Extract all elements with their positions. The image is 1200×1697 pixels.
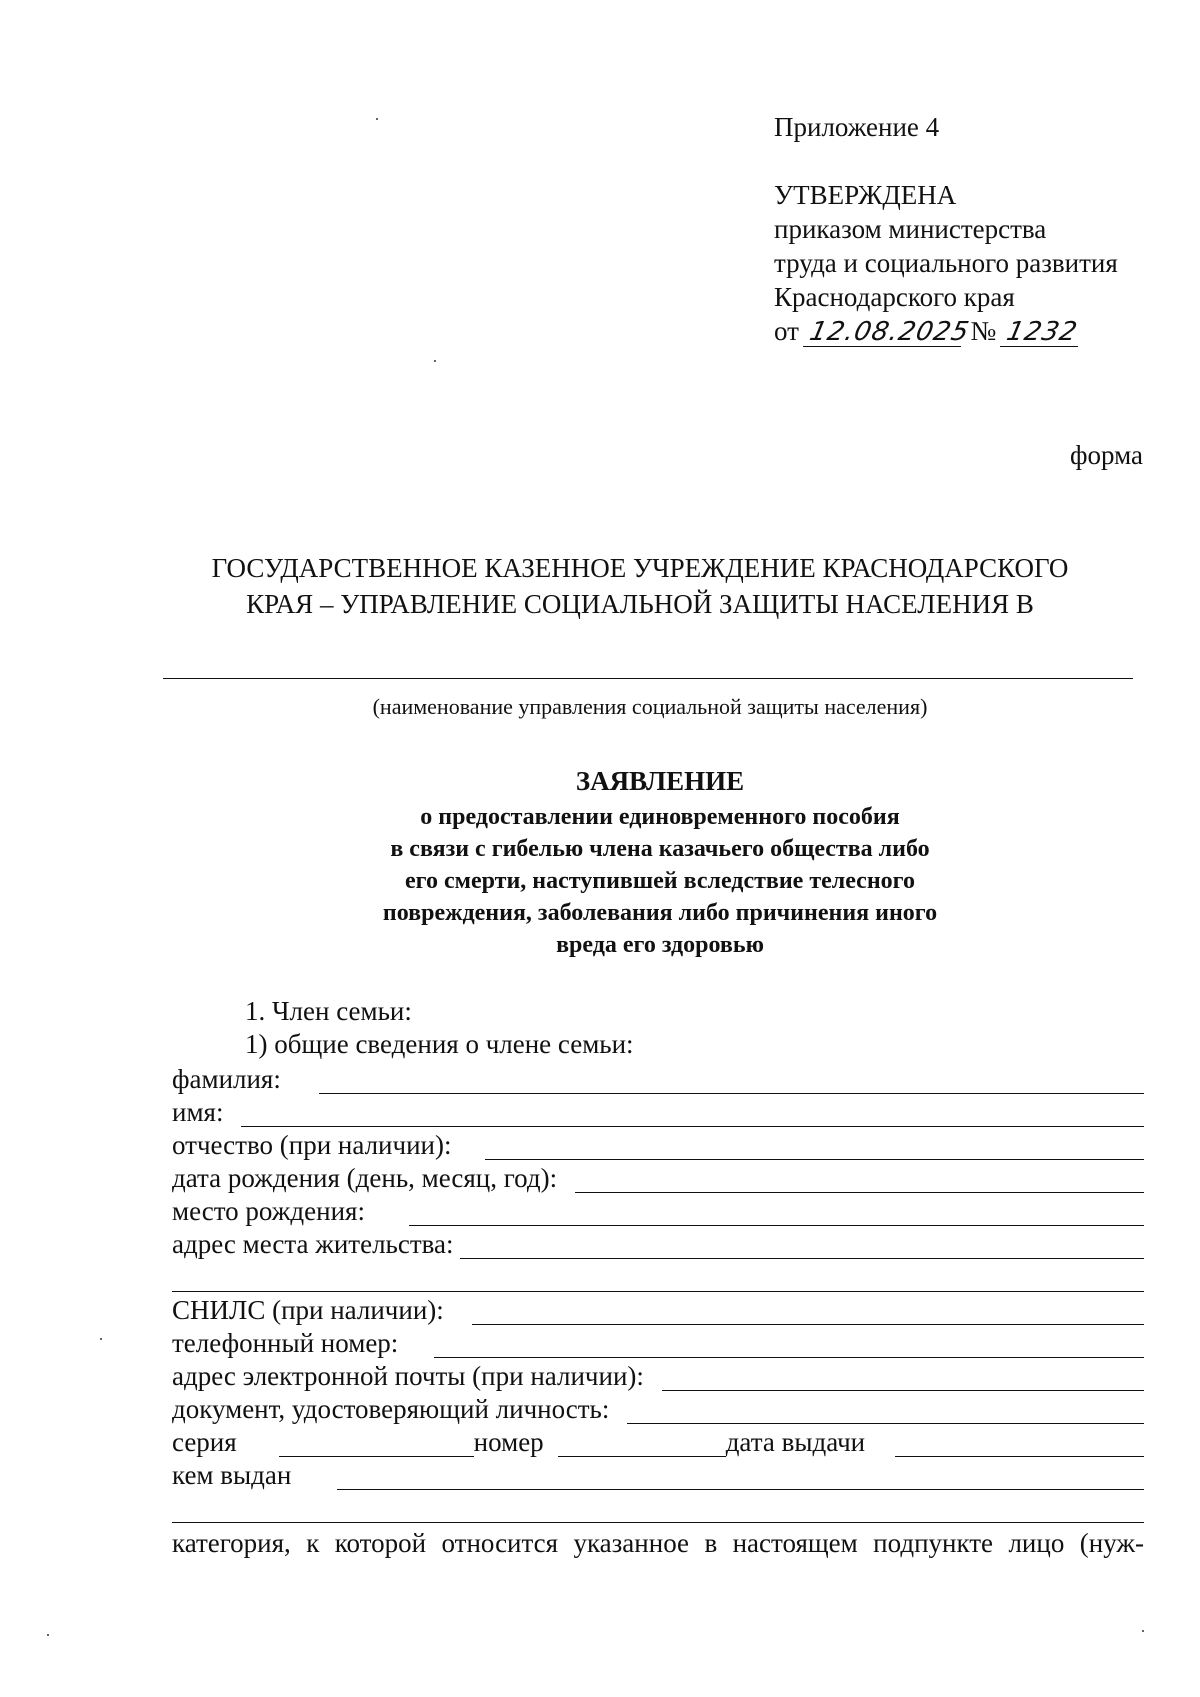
name-label: имя: <box>172 1097 224 1127</box>
document-title <box>260 765 1060 961</box>
date-prefix: от <box>774 316 799 346</box>
approved-label: УТВЕРЖДЕНА <box>774 180 957 210</box>
appendix-label: Приложение 4 <box>774 112 940 142</box>
address-label: адрес места жительства: <box>172 1229 454 1259</box>
category-word: лицо <box>1008 1528 1065 1558</box>
approval-block <box>774 110 1118 348</box>
series-field[interactable] <box>279 1432 474 1457</box>
birth-place-label: место рождения: <box>172 1196 365 1226</box>
section-heading: 1. Член семьи: <box>245 996 412 1026</box>
department-name-field[interactable] <box>163 678 1133 679</box>
issue-date-field[interactable] <box>895 1432 1144 1457</box>
order-date-number <box>774 314 1118 348</box>
scan-speck <box>434 360 436 362</box>
address-field-continued[interactable] <box>172 1259 1144 1292</box>
scan-speck <box>376 118 378 120</box>
category-word: настоящем <box>732 1528 858 1558</box>
section-subheading: 1) общие сведения о члене семьи: <box>245 1029 634 1059</box>
phone-label: телефонный номер: <box>172 1328 399 1358</box>
institution-line-1: ГОСУДАРСТВЕННОЕ КАЗЕННОЕ УЧРЕЖДЕНИЕ КРАСНОДАРСКОГО <box>211 553 1069 583</box>
title-line-4: повреждения, заболевания либо причинения иного <box>382 900 938 926</box>
number-field[interactable] <box>558 1432 726 1457</box>
address-field[interactable] <box>460 1234 1144 1259</box>
scan-speck <box>47 1634 49 1636</box>
title-main: ЗАЯВЛЕНИЕ <box>575 766 745 796</box>
surname-label: фамилия: <box>172 1064 281 1094</box>
patronymic-row <box>172 1127 1144 1160</box>
approved-by-line-2: труда и социального развития <box>774 248 1118 278</box>
snils-label: СНИЛС (при наличии): <box>172 1295 444 1325</box>
address-row <box>172 1226 1144 1259</box>
title-line-5: вреда его здоровью <box>556 932 764 958</box>
snils-field[interactable] <box>472 1300 1144 1325</box>
title-line-2: в связи с гибелью члена казачьего общества либо <box>390 836 930 862</box>
issued-by-field-continued[interactable] <box>172 1490 1144 1523</box>
category-word: указанное <box>573 1528 690 1558</box>
phone-row <box>172 1325 1144 1358</box>
birth-date-label: дата рождения (день, месяц, год): <box>172 1163 558 1193</box>
handwritten-order-number: 1232 <box>1000 318 1084 347</box>
surname-row <box>172 1061 1144 1094</box>
handwritten-order-date: 12.08.2025 <box>803 318 967 347</box>
name-field[interactable] <box>241 1102 1144 1127</box>
issue-date-label: дата выдачи <box>725 1427 866 1457</box>
surname-field[interactable] <box>319 1069 1144 1094</box>
email-field[interactable] <box>662 1366 1144 1391</box>
series-number-date-row <box>172 1424 1144 1457</box>
department-name-caption: (наименование управления социальной защиты населения) <box>372 694 928 719</box>
id-document-label: документ, удостоверяющий личность: <box>172 1394 610 1424</box>
birth-date-row <box>172 1160 1144 1193</box>
category-paragraph <box>172 1523 1144 1563</box>
birth-place-row <box>172 1193 1144 1226</box>
institution-heading <box>160 550 1120 622</box>
form-label: форма <box>1070 440 1143 470</box>
institution-line-2: КРАЯ – УПРАВЛЕНИЕ СОЦИАЛЬНОЙ ЗАЩИТЫ НАСЕЛЕНИЯ В <box>246 589 1034 619</box>
applicant-section <box>172 995 1144 1563</box>
category-word: (нуж- <box>1079 1528 1144 1558</box>
issued-by-row <box>172 1457 1144 1490</box>
scan-speck <box>1142 1630 1144 1632</box>
category-word: к <box>306 1528 320 1558</box>
category-word: в <box>704 1528 718 1558</box>
issued-by-label: кем выдан <box>172 1460 292 1490</box>
category-word: подпункте <box>873 1528 994 1558</box>
title-line-3: его смерти, наступившей вследствие телесного <box>405 868 915 894</box>
patronymic-field[interactable] <box>485 1135 1144 1160</box>
category-word: которой <box>334 1528 427 1558</box>
category-word: категория, <box>172 1528 291 1558</box>
email-row <box>172 1358 1144 1391</box>
number-label: номер <box>473 1427 544 1457</box>
id-document-field[interactable] <box>627 1399 1144 1424</box>
number-prefix: № <box>970 316 997 346</box>
phone-field[interactable] <box>434 1333 1144 1358</box>
issued-by-field[interactable] <box>337 1465 1144 1490</box>
series-label: серия <box>172 1427 237 1457</box>
birth-place-field[interactable] <box>409 1201 1144 1226</box>
patronymic-label: отчество (при наличии): <box>172 1130 452 1160</box>
approved-by-line-3: Краснодарского края <box>774 282 1015 312</box>
category-word: относится <box>441 1528 559 1558</box>
snils-row <box>172 1292 1144 1325</box>
email-label: адрес электронной почты (при наличии): <box>172 1361 644 1391</box>
approved-by-line-1: приказом министерства <box>774 214 1047 244</box>
name-row <box>172 1094 1144 1127</box>
birth-date-field[interactable] <box>575 1168 1144 1193</box>
id-document-row <box>172 1391 1144 1424</box>
scan-speck <box>100 1338 102 1340</box>
title-line-1: о предоставлении единовременного пособия <box>420 804 900 830</box>
